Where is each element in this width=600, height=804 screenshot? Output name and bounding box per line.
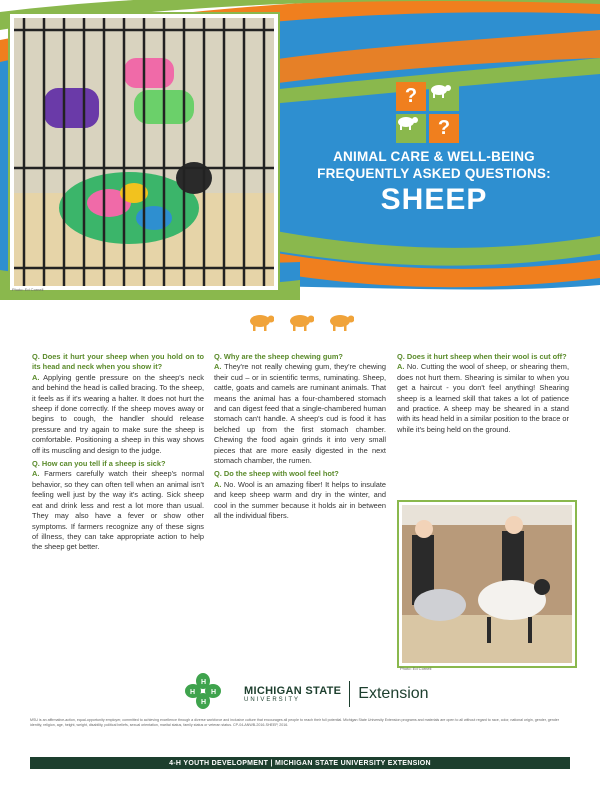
faq-column-2 [214, 352, 386, 522]
faq-question: Q. Does it hurt sheep when their wool is cut off? [397, 352, 567, 361]
svg-text:H: H [201, 679, 207, 686]
svg-text:H: H [211, 689, 217, 696]
logo-divider [349, 681, 350, 707]
faq-answer: A. They're not really chewing gum, they're chewing their cud – or in scientific terms, ruminating. Sheep, cattle, goats and camels are ruminant animals. That means the animal has a four-chambered stomach and can digest feed that a single-chambered human stomach can't handle. A sheep's cud is food it has belched up from the first stomach chamber. Chewing the food again grinds it into very small pieces that are more easily digested in the next stomach chamber, the rumen. [214, 362, 386, 466]
faq-answer: A. No. Wool is an amazing fiber! It helps to insulate and keep sheep warm and dry in the winter, and cool in the summer because it holds air in between all the individual fibers. [214, 479, 386, 521]
sheep-icon [248, 312, 274, 332]
faq-icon-grid [396, 82, 460, 144]
sheep-icon [328, 312, 354, 332]
sheep-icon [396, 114, 426, 143]
faq-column-3 [397, 352, 569, 435]
extension-label: Extension [358, 685, 429, 702]
title-block [268, 148, 600, 218]
showing-sheep-photo [399, 502, 575, 666]
sheep-divider [248, 312, 354, 334]
faq-question: Q. Does it hurt your sheep when you hold on to its head and neck when you show it? [32, 352, 204, 372]
faq-question: Q. Why are the sheep chewing gum? [214, 352, 343, 361]
msu-extension-logo [244, 680, 429, 708]
header-banner [0, 0, 600, 300]
msu-sub: UNIVERSITY [244, 697, 301, 703]
svg-text:H: H [201, 699, 207, 706]
faq-answer: A. Applying gentle pressure on the sheep's neck and behind the head is called bracing. To the sheep, it feels as if it's wearing a halter. It does not hurt the sheep if done correctly. If the sheep moves away or begins to cough, the handler should release pressure and try again to make sure the sheep is comfortable. Positioning a sheep in this way shows off its muscling and design to the judge. [32, 372, 204, 455]
title-line-1: ANIMAL CARE & WELL-BEING [333, 149, 535, 164]
footer-bar: 4-H YOUTH DEVELOPMENT | MICHIGAN STATE UNIVERSITY EXTENSION [30, 757, 570, 769]
4h-clover-logo [184, 672, 222, 710]
sheep-pen-photo [10, 14, 278, 290]
sheep-icon [429, 82, 459, 111]
faq-answer: A. No. Cutting the wool of sheep, or shearing them, does not hurt them. Shearing is similar to when you get a haircut - you don't feel anything! Shearing sheep is a learned skill that takes a lot of patience and practice. A sheep may be sheared in a stand with its head held in a similar position to the brace or while it's being held on the ground. [397, 362, 569, 434]
fine-print: MSU is an affirmative-action, equal-opportunity employer, committed to achieving excellence through a diverse workforce and inclusive culture that encourages all people to reach their full potential. Michigan State University Extension programs and materials are open to all without regard to race, color, national origin, gender, gender identity, religion, age, height, weight, disability, political beliefs, sexual orientation, marital status, family status or veteran status. CP-04-ANWB-2016-SHEEP, 2016. [30, 718, 559, 727]
svg-text:H: H [190, 689, 196, 696]
msu-name: MICHIGAN STATE [244, 685, 342, 697]
faq-question: Q. Do the sheep with wool feel hot? [214, 469, 339, 479]
question-icon: ? [396, 82, 426, 111]
photo-credit: Photo: Ed Cornell [400, 666, 432, 671]
question-icon: ? [429, 114, 459, 143]
faq-column-1 [32, 352, 204, 553]
faq-question: Q. How can you tell if a sheep is sick? [32, 459, 166, 469]
sheep-icon [288, 312, 314, 332]
photo-credit: Photo: Ed Cornell [12, 287, 44, 292]
page-title: SHEEP [380, 183, 488, 216]
faq-answer: A. Farmers carefully watch their sheep's normal behavior, so they can often tell when an animal isn't feeling well just by the way it's acting. Sick sheep eat and drink less and rest a lot more than usual. They may also have a fever or show other symptoms. If farmers recognize any of these signs of illness, they can take appropriate action to help the sheep get better. [32, 469, 204, 552]
title-line-2: FREQUENTLY ASKED QUESTIONS: [317, 166, 551, 181]
